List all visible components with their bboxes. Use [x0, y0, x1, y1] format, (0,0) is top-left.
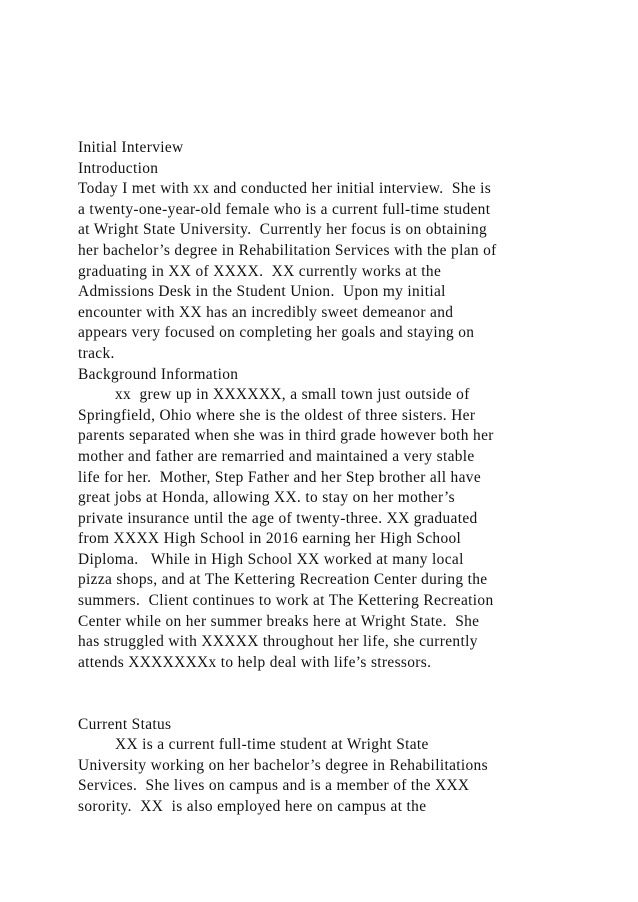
status-line: University working on her bachelor’s degree in Rehabilitations [78, 756, 488, 774]
blank-line [78, 673, 618, 694]
background-line: from XXXX High School in 2016 earning her High School [78, 530, 462, 548]
intro-line: encounter with XX has an incredibly sweet demeanor and [78, 303, 454, 321]
intro-line: a twenty-one-year-old female who is a current full-time student [78, 200, 491, 218]
background-first-line: xx grew up in XXXXXX, a small town just outside of [115, 386, 470, 404]
background-line: private insurance until the age of twenty-three. XX graduated [78, 509, 478, 527]
intro-line: graduating in XX of XXXX. XX currently works at the [78, 262, 442, 280]
document-body [78, 138, 618, 818]
blank-line [78, 694, 618, 715]
section-heading-background: Background Information [78, 365, 239, 383]
section-heading-current-status: Current Status [78, 715, 172, 733]
background-line: great jobs at Honda, allowing XX. to stay on her mother’s [78, 489, 455, 507]
intro-line: Admissions Desk in the Student Union. Upon my initial [78, 283, 446, 301]
background-line: Diploma. While in High School XX worked at many local [78, 550, 464, 568]
intro-line: appears very focused on completing her goals and staying on [78, 324, 475, 342]
intro-line: Today I met with xx and conducted her initial interview. She is [78, 180, 492, 198]
intro-line: track. [78, 344, 115, 362]
background-line: life for her. Mother, Step Father and her Step brother all have [78, 468, 482, 486]
background-line: Springfield, Ohio where she is the oldest of three sisters. Her [78, 406, 476, 424]
status-line: Services. She lives on campus and is a member of the XXX [78, 777, 470, 795]
status-first-line: XX is a current full-time student at Wright State [115, 736, 429, 754]
background-line: attends XXXXXXXx to help deal with life’s stressors. [78, 653, 432, 671]
background-line: mother and father are remarried and maintained a very stable [78, 447, 475, 465]
intro-line: her bachelor’s degree in Rehabilitation Services with the plan of [78, 241, 497, 259]
section-heading-introduction: Introduction [78, 159, 159, 177]
background-line: has struggled with XXXXX throughout her life, she currently [78, 633, 478, 651]
background-line: pizza shops, and at The Kettering Recreation Center during the [78, 571, 488, 589]
document-title: Initial Interview [78, 139, 184, 156]
background-line: parents separated when she was in third grade however both her [78, 427, 494, 445]
intro-line: at Wright State University. Currently her focus is on obtaining [78, 221, 488, 239]
background-line: Center while on her summer breaks here at Wright State. She [78, 612, 480, 630]
status-line: sorority. XX is also employed here on campus at the [78, 798, 427, 815]
background-line: summers. Client continues to work at The Kettering Recreation [78, 592, 494, 610]
